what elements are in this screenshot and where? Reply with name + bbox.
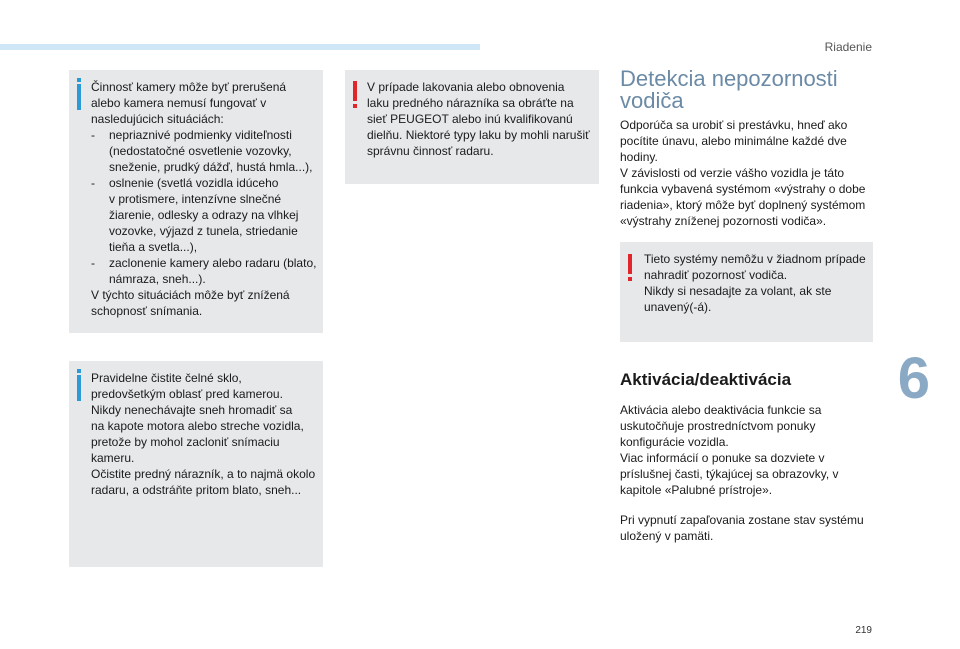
info-icon [77,375,81,401]
info-box-camera-limits [69,70,323,333]
warning-box-paint [345,70,599,184]
info-box-outro: V týchto situáciách môže byť znížená schopnosť snímania. [91,288,290,318]
section-title: Riadenie [824,40,872,54]
info-box-cleaning [69,361,323,567]
list-item: - oslnenie (svetlá vozidla idúceho v protismere, intenzívne slnečné žiarenie, odlesky a odrazy na vlhkej vozovke, výjazd z tunela, striedanie tieňa a svetla...), [91,175,317,255]
memory-paragraph: Pri vypnutí zapaľovania zostane stav systému uložený v pamäti. [620,513,864,543]
activation-paragraph: Aktivácia alebo deaktivácia funkcie sa uskutočňuje prostredníctvom ponuky konfigurácie vozidla. Viac informácií o ponuke sa dozviete v príslušnej časti, týkajúcej sa obrazovky, v kapitole «Palubné prístroje». [620,403,839,497]
info-box-text: Pravidelne čistite čelné sklo, predovšetkým oblasť pred kamerou. Nikdy nenechávajte sneh hromadiť sa na kapote motora alebo streche vozidla, pretože by mohol zacloniť snímaciu kameru. Očistite predný nárazník, a to najmä okolo radaru, a odstráňte pritom blato, sneh... [91,371,316,497]
condition-list [91,127,317,287]
chapter-number: 6 [897,346,930,411]
list-item: - nepriaznivé podmienky viditeľnosti (nedostatočné osvetlenie vozovky, sneženie, prudký dážď, hustá hmla...), [91,127,317,175]
info-icon [77,84,81,110]
warning-icon [353,81,357,101]
list-item: - zaclonenie kamery alebo radaru (blato, námraza, sneh...). [91,255,317,287]
page-title: Detekcia nepozornosti vodiča [620,66,838,113]
warning-icon [628,254,632,274]
warning-box-text: V prípade lakovania alebo obnovenia laku predného nárazníka sa obráťte na sieť PEUGEOT alebo inú kvalifikovanú dielňu. Niektoré typy laku by mohli narušiť správnu činnosť radaru. [367,80,590,158]
warning-box-attention [620,242,873,342]
warning-box-text: Tieto systémy nemôžu v žiadnom prípade nahradiť pozornosť vodiča. Nikdy si nesadajte za volant, ak ste unavený(-á). [644,252,866,314]
section-heading: Aktivácia/deaktivácia [620,370,792,389]
page-number: 219 [855,625,872,636]
header-accent-bar [0,44,480,50]
intro-paragraph: Odporúča sa urobiť si prestávku, hneď ako pocítite únavu, alebo minimálne každé dve hodiny. V závislosti od verzie vášho vozidla je táto funkcia vybavená systémom «výstrahy o dobe riadenia», ktorý môže byť doplnený systémom «výstrahy zníženej pozornosti vodiča». [620,118,866,228]
info-box-intro: Činnosť kamery môže byť prerušená alebo kamera nemusí fungovať v nasledujúcich situáciách: [91,80,287,126]
